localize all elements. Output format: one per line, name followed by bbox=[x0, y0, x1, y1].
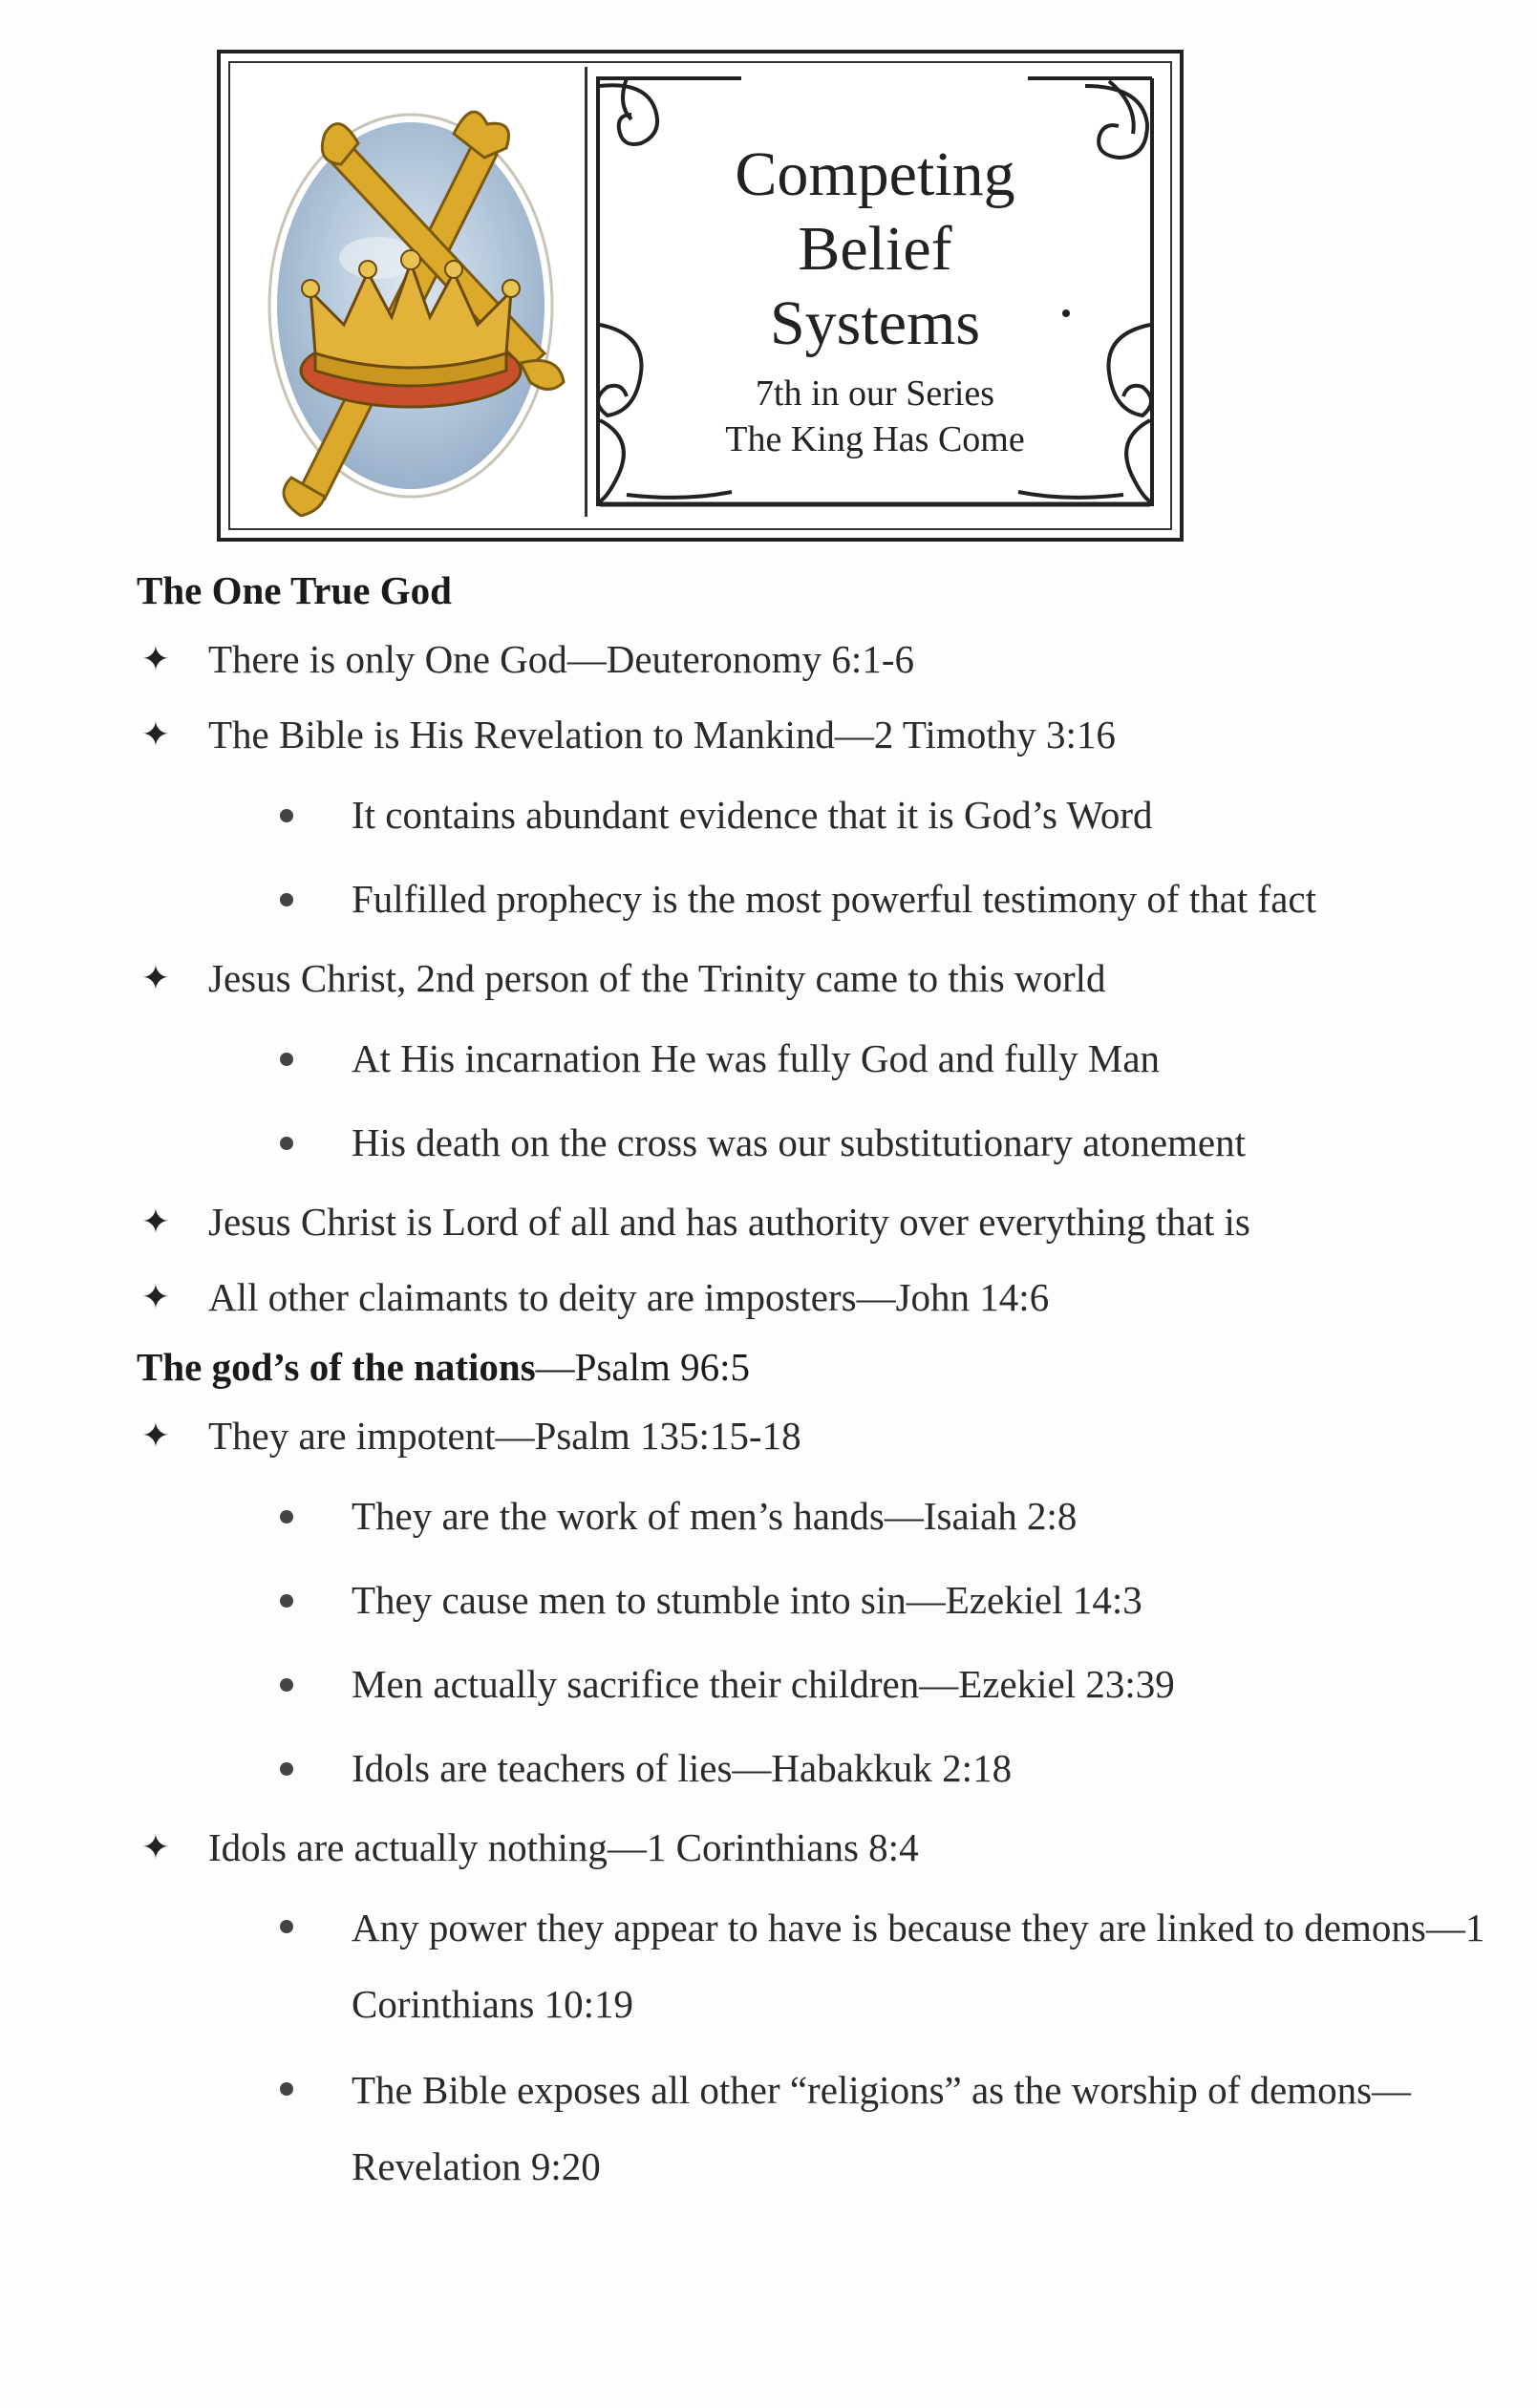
outline-subitem-text: They cause men to stumble into sin—Ezekiel 14:3 bbox=[352, 1578, 1142, 1622]
subtitle-line-2: The King Has Come bbox=[725, 419, 1025, 459]
outline-subitem bbox=[137, 1886, 1493, 2048]
star-bullet-icon: ✦ bbox=[140, 715, 171, 754]
outline-subitem bbox=[137, 1016, 1493, 1100]
dot-bullet-icon bbox=[280, 1053, 293, 1066]
title-panel bbox=[588, 67, 1162, 517]
title-line-1: Competing bbox=[735, 139, 1015, 209]
outline-subitem-text: At His incarnation He was fully God and fully Man bbox=[352, 1036, 1161, 1080]
star-bullet-icon: ✦ bbox=[140, 1417, 171, 1455]
section-heading-reference: —Psalm 96:5 bbox=[535, 1345, 751, 1389]
outline-subitem-text: Fulfilled prophecy is the most powerful testimony of that fact bbox=[352, 877, 1316, 921]
star-bullet-icon: ✦ bbox=[140, 1828, 171, 1866]
outline-item bbox=[137, 1810, 1493, 1886]
outline-item-text: Jesus Christ, 2nd person of the Trinity came to this world bbox=[208, 956, 1106, 1000]
section-heading bbox=[137, 559, 1493, 622]
star-bullet-icon: ✦ bbox=[140, 1278, 171, 1316]
section-heading-text: The god’s of the nations bbox=[137, 1345, 536, 1389]
title-line-2: Belief bbox=[798, 214, 952, 284]
outline-subitem-text: It contains abundant evidence that it is God’s Word bbox=[352, 793, 1153, 837]
star-bullet-icon: ✦ bbox=[140, 640, 171, 678]
dot-bullet-icon bbox=[280, 1678, 293, 1692]
outline-item-text: There is only One God—Deuteronomy 6:1-6 bbox=[208, 637, 914, 681]
outline-subitem bbox=[137, 1474, 1493, 1558]
dot-bullet-icon bbox=[280, 1594, 293, 1608]
outline-item bbox=[137, 622, 1493, 697]
dot-bullet-icon bbox=[280, 1920, 293, 1933]
outline-subitem-text: The Bible exposes all other “religions” as the worship of demons—Revelation 9:20 bbox=[352, 2068, 1412, 2188]
outline-subitem bbox=[137, 773, 1493, 857]
outline-subitem-text: His death on the cross was our substitutionary atonement bbox=[352, 1120, 1246, 1164]
outline-subitem bbox=[137, 2048, 1493, 2210]
outline-item bbox=[137, 1184, 1493, 1260]
page-title bbox=[588, 138, 1162, 361]
outline-subitem bbox=[137, 857, 1493, 941]
outline-subitem bbox=[137, 1100, 1493, 1184]
dot-bullet-icon bbox=[280, 2082, 293, 2096]
outline-content bbox=[137, 559, 1493, 2210]
outline-subitem bbox=[137, 1558, 1493, 1642]
emblem-panel bbox=[234, 67, 587, 517]
dot-bullet-icon bbox=[280, 1137, 293, 1150]
title-line-3: Systems bbox=[769, 288, 981, 358]
outline-item-text: All other claimants to deity are imposters—John 14:6 bbox=[208, 1275, 1050, 1319]
outline-subitem-text: Men actually sacrifice their children—Ezekiel 23:39 bbox=[352, 1662, 1175, 1706]
cross-and-crown-icon bbox=[234, 67, 585, 517]
outline-item-text: They are impotent—Psalm 135:15-18 bbox=[208, 1414, 801, 1458]
section-heading-text: The One True God bbox=[137, 568, 452, 612]
outline-subitem-text: Idols are teachers of lies—Habakkuk 2:18 bbox=[352, 1746, 1013, 1790]
section-heading bbox=[137, 1335, 1493, 1398]
outline-subitem bbox=[137, 1726, 1493, 1810]
outline-item-text: The Bible is His Revelation to Mankind—2 Timothy 3:16 bbox=[208, 713, 1116, 756]
subtitle-line-1: 7th in our Series bbox=[755, 373, 995, 414]
dot-bullet-icon bbox=[280, 1510, 293, 1524]
outline-subitem-text: Any power they appear to have is because they are linked to demons—1 Corinthians 10:19 bbox=[352, 1906, 1485, 2026]
dot-bullet-icon bbox=[280, 893, 293, 906]
header-box bbox=[217, 50, 1184, 542]
outline-item-text: Jesus Christ is Lord of all and has authority over everything that is bbox=[208, 1200, 1250, 1244]
outline-item bbox=[137, 697, 1493, 773]
outline-item bbox=[137, 1398, 1493, 1474]
outline-item-text: Idols are actually nothing—1 Corinthians 8:4 bbox=[208, 1825, 919, 1869]
star-bullet-icon: ✦ bbox=[140, 959, 171, 997]
outline-subitem-text: They are the work of men’s hands—Isaiah 2:8 bbox=[352, 1494, 1078, 1538]
star-bullet-icon: ✦ bbox=[140, 1203, 171, 1241]
dot-bullet-icon bbox=[280, 809, 293, 822]
outline-item bbox=[137, 1260, 1493, 1335]
outline-subitem bbox=[137, 1642, 1493, 1726]
series-subtitle bbox=[588, 371, 1162, 462]
dot-bullet-icon bbox=[280, 1762, 293, 1776]
outline-item bbox=[137, 941, 1493, 1016]
